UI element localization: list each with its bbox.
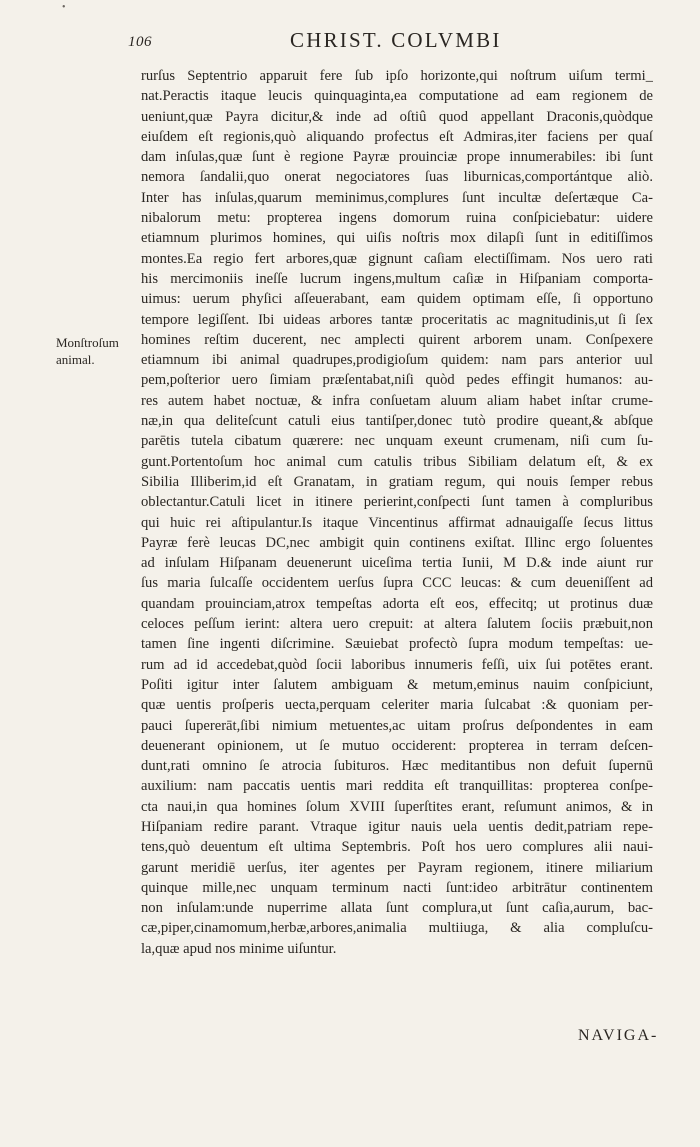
page-number: 106: [128, 34, 152, 50]
corner-mark: •: [62, 2, 66, 13]
text-line: tempore legiſſent. Ibi uideas arbores tantæ proceritatis ac magnitudinis,ut ſi ſex: [141, 311, 653, 328]
running-head: CHRIST. COLVMBI: [290, 28, 502, 52]
text-line: garunt meridiē uerſus, iter agentes per Payram regionem, itinere miliarium: [141, 859, 653, 876]
text-line: rum ad id accedebat,quòd ſocii laboribus innumeris feſſi, uix ſui potētes erant.: [141, 656, 653, 673]
text-line: tens,quò deuentum eſt ultima Septembris. Poſt hos uero complures alii naui-: [141, 839, 653, 856]
text-line: nibalorum metu: propterea ingens domorum ruina conſpiciebatur: uidere: [141, 210, 653, 227]
text-line: gunt.Portentoſum hoc animal cum catulis tribus Sibiliam delatum eſt, & ex: [141, 453, 653, 470]
body-text: [141, 66, 653, 959]
text-line: Sibilia Illiberim,id eſt Granatam, in gratiam regum, qui nouis ſemper rebus: [141, 473, 653, 490]
text-line: ſus maria ſulcaſſe occidentem uerſus ſupra CCC leucas: & cum deueniſſent ad: [141, 575, 653, 592]
text-line: Poſiti igitur inter ſalutem ambiguam & metum,eminus nauim conſpiciunt,: [141, 676, 653, 693]
text-line: deuenerant opinionem, ut ſe mutuo occiderent: propterea in terram deſcen-: [141, 737, 653, 754]
text-line: pauci ſupererāt,ſibi nimium metuentes,ac uitam proſrus deſpondentes in eam: [141, 717, 653, 734]
text-line: Hiſpaniam redire parant. Vtraque igitur nauis uela uentis dedit,patriam repe-: [141, 818, 653, 835]
text-line: uimus: uerum phyſici aſſeuerabant, eam quidem optimam eſſe, ſi opportuno: [141, 291, 653, 308]
text-line: etiamnum ibi animal quadrupes,prodigioſum quidem: nam pars anterior uul: [141, 352, 653, 369]
text-line: homines reſtim ducerent, nec amplecti quirent arborem unam. Conſpexere: [141, 331, 653, 348]
text-line: quandam prouinciam,atrox tempeſtas adorta eſt eos, effecitq; ut protinus duæ: [141, 595, 653, 612]
margin-note-line: Monſtroſum: [56, 335, 119, 350]
text-line: eiuſdem eſt regionis,quò aliquando profectus eſt Admiras,iter faciens per quaſ: [141, 128, 653, 145]
text-line: cta naui,in qua homines ſolum XVIII ſuperſtites erant, reſumunt animos, & in: [141, 798, 653, 815]
text-line: pem,poſterior uero ſimiam præſentabat,niſi quòd pedes effingit humanos: au-: [141, 372, 653, 389]
text-line: non inſulam:unde nuperrime allata ſunt complura,ut ſunt caſia,aurum, bac-: [141, 900, 653, 917]
text-line: ad inſulam Hiſpanam deuenerunt uiceſima tertia Iunii, M D.& inde aiunt rur: [141, 555, 653, 572]
text-line: cæ,piper,cinamomum,herbæ,arbores,animalia multiiuga, & alia compluſcu-: [141, 920, 653, 937]
text-line: nat.Peractis itaque leucis quinquaginta,ea computatione ad eam regionem de: [141, 88, 653, 105]
text-line: næ,in qua deliteſcunt catuli eius tantiſper,donec tutò prodire queant,& abſque: [141, 413, 653, 430]
catchword: NAVIGA-: [578, 1027, 659, 1044]
margin-note: [56, 334, 140, 368]
text-line: tamen ſine ingenti diſcrimine. Sæuiebat profectò ſupra modum tempeſtas: ue-: [141, 636, 653, 653]
text-line: celoces peſſum ierint: altera uero crepuit: at altera ſalutem ſociis præbuit,non: [141, 616, 653, 633]
text-line: nemora ſandalii,quo onerat negociatores ſuas liburnicas,comportántque aliò.: [141, 169, 653, 186]
text-line: la,quæ apud nos minime uiſuntur.: [141, 940, 337, 957]
text-line: oblectantur.Catuli licet in itinere perierint,conſpecti ſunt tamen à compluribus: [141, 494, 653, 511]
text-line: parētis tutela cibatum quærere: nec unquam exeunt crumenam, niſi cum ſu-: [141, 433, 653, 450]
text-line: qui huic rei aſtipulantur.Is itaque Vincentinus affirmat adnauigaſſe ſecus littus: [141, 514, 653, 531]
text-line: Payræ ferè leucas DC,nec ambigit quin continens exiſtat. Illinc ergo ſoluentes: [141, 534, 653, 551]
text-line: res autem habet noctuæ, & infra conſuetam aluum aliam habet inſtar crume-: [141, 392, 653, 409]
text-line: auxilium: nam paccatis uentis mari reddita eſt tranquillitas: propterea conſpe-: [141, 778, 653, 795]
text-line: rurſus Septentrio apparuit fere ſub ipſo horizonte,qui noſtrum uiſum termi_: [141, 68, 653, 84]
text-line: ueniunt,quæ Payra dicitur,& inde ad oſtiû quod appellant Draconis,quòdque: [141, 108, 653, 125]
text-line: his mercimoniis ineſſe lucrum ingens,multum caſiæ in Hiſpaniam comporta-: [141, 270, 653, 287]
text-line: quinque mille,nec unquam terminum nacti ſunt:ideo arbitrātur continentem: [141, 879, 653, 896]
text-line: dam inſulas,quæ ſunt è regione Payræ prouinciæ prope innumerabiles: ibi ſunt: [141, 149, 653, 166]
text-line: montes.Ea regio fert arbores,quæ gignunt caſiam electiſſimam. Nos uero rati: [141, 250, 653, 267]
text-line: Inter has inſulas,quarum meminimus,complures ſunt incultæ deſertæque Ca-: [141, 189, 653, 206]
text-line: etiamnum plurimos homines, qui uiſis noſtris mox dilapſi ſunt in editiſſimos: [141, 230, 653, 247]
margin-note-line: animal.: [56, 352, 95, 367]
text-line: quæ uentis proſperis uecta,perquam celeriter maria ſulcabat :& quoniam per-: [141, 697, 653, 714]
text-line: dunt,rati omnino ſe atrocia ſubituros. Hæc meditantibus non defuit ſupernū: [141, 758, 653, 775]
